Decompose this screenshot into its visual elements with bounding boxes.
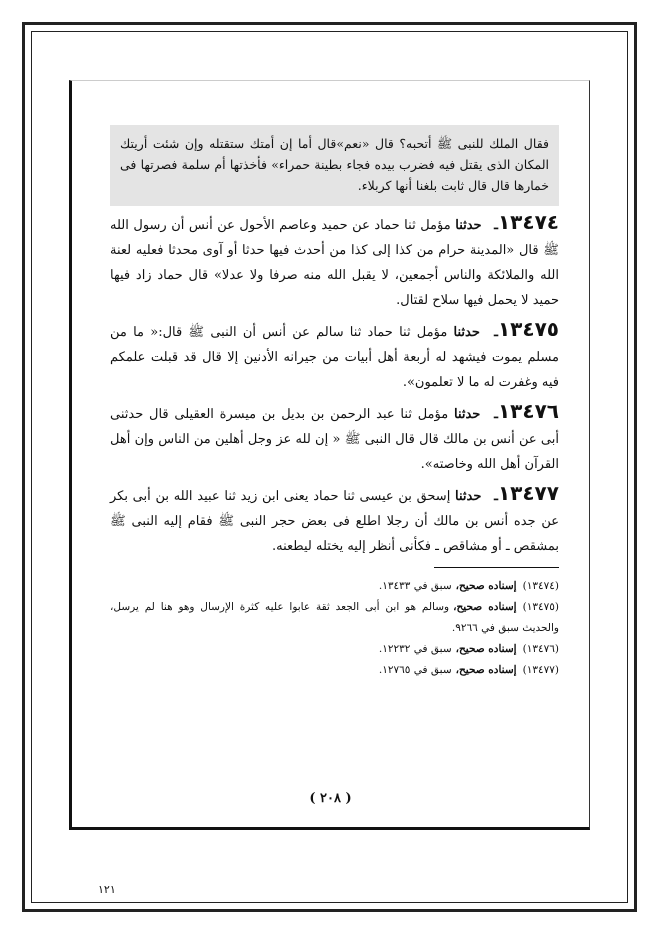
footnote — [110, 660, 559, 681]
footnote — [110, 576, 559, 597]
book-page — [69, 80, 590, 830]
highlighted-passage-text: فقال الملك للنبى ﷺ أتحبه؟ قال «نعم»قال أما إن أمتك ستقتله وإن شئت أريتك المكان الذى يقتل فيه فضرب بيده فجاء بطينة حمراء» فأخذتها أم سلمة فصرتها فى خمارها قال قال ثابت بلغنا أنها كربلاء. — [120, 136, 549, 193]
hadith-number: ١٣٤٧٥ — [497, 317, 559, 341]
hadith-lead: حدثنا — [455, 489, 482, 504]
hadith-separator: ـ — [494, 489, 498, 504]
hadith-body: مؤمل ثنا حماد عن حميد وعاصم الأحول عن أنس أن رسول الله ﷺ قال «المدينة حرام من كذا إلى كذا من أحدث فيها حدثا أو آوى محدثا فعليه لعنة الله والملائكة والناس أجمعين، لا يقبل الله منه صرفا ولا عدلا» قال حماد زاد فيها حميد لا يحمل فيها سلاح لقتال. — [110, 218, 559, 308]
hadith-text — [110, 489, 559, 554]
hadith-separator: ـ — [494, 218, 498, 233]
hadith-entry — [110, 206, 559, 313]
page-number: ( ٢٠٨ ) — [309, 791, 352, 806]
footnote-number: (١٣٤٧٧) — [522, 664, 559, 676]
hadith-entry — [110, 477, 559, 559]
footnote-text: سبق في ١٢٢٣٢. — [378, 643, 452, 655]
hadith-entry — [110, 395, 559, 477]
hadith-entry — [110, 313, 559, 395]
hadith-number: ١٣٤٧٤ — [497, 210, 559, 234]
footnote-grade: إسناده صحيح، — [455, 664, 517, 676]
hadith-text — [110, 218, 559, 308]
footnote-number: (١٣٤٧٦) — [522, 643, 559, 655]
hadith-separator: ـ — [494, 325, 498, 340]
footnote-grade: إسناده صحيح، — [453, 601, 517, 613]
page-content — [82, 81, 579, 681]
hadith-body: مؤمل ثنا حماد ثنا سالم عن أنس أن النبى ﷺ قال:« ما من مسلم يموت فيشهد له أربعة أهل أبيات من جيرانه الأدنين إلا قال قد قبلت علمكم فيه وغفرت له ما لا تعلمون». — [110, 325, 559, 390]
scan-page-number: ١٢١ — [98, 883, 116, 896]
hadith-separator: ـ — [494, 407, 498, 422]
hadith-lead: حدثنا — [455, 218, 482, 233]
hadith-lead: حدثنا — [453, 325, 480, 340]
hadith-lead: حدثنا — [453, 407, 481, 422]
hadith-body: مؤمل ثنا عبد الرحمن بن بديل بن ميسرة العقيلى قال حدثنى أبى عن أنس بن مالك قال قال النبى ﷺ « إن لله عز وجل أهلين من الناس وإن أهل القرآن أهل الله وخاصته». — [110, 407, 559, 472]
footnote-number: (١٣٤٧٥) — [522, 601, 559, 613]
footnote — [110, 639, 559, 660]
hadith-number: ١٣٤٧٧ — [497, 481, 559, 505]
footnotes — [110, 576, 559, 681]
hadith-text — [110, 325, 559, 390]
footnote-grade: إسناده صحيح، — [455, 580, 517, 592]
footnote-separator-line — [434, 567, 559, 568]
hadith-number: ١٣٤٧٦ — [497, 399, 559, 423]
highlighted-passage — [110, 125, 559, 206]
footnote — [110, 597, 559, 639]
hadith-text — [110, 407, 559, 472]
footnote-text: سبق في ١٣٤٣٣. — [378, 580, 452, 592]
hadith-body: إسحق بن عيسى ثنا حماد يعنى ابن زيد ثنا عبيد الله بن أبى بكر عن جده أنس بن مالك أن رجلا اطلع فى بعض حجر النبى ﷺ فقام إليه النبى ﷺ بمشقص ـ أو مشاقص ـ فكأنى أنظر إليه يختله ليطعنه. — [110, 489, 559, 554]
footnote-grade: إسناده صحيح، — [455, 643, 517, 655]
footnote-number: (١٣٤٧٤) — [522, 580, 559, 592]
footnote-text: وسالم هو ابن أبى الجعد ثقة عابوا عليه كثرة الإرسال وهو هنا لم يرسل، والحديث سبق في ٩٢٦٦. — [110, 601, 559, 634]
footnote-text: سبق في ١٢٧٦٥. — [378, 664, 452, 676]
